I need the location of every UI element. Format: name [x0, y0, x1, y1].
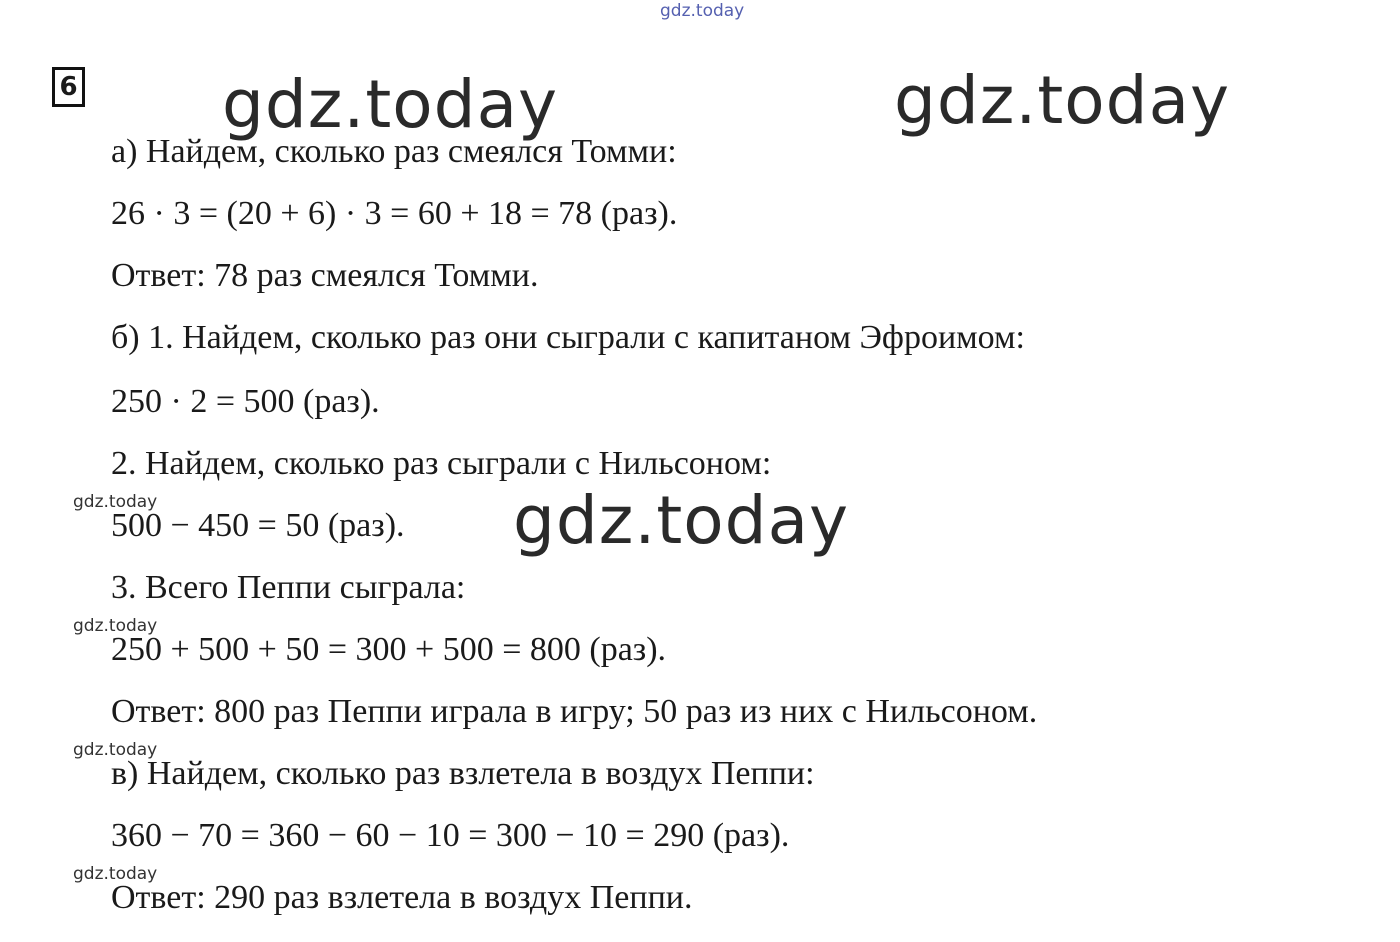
line-b3-question: 3. Всего Пеппи сыграла: — [111, 569, 466, 606]
line-c-question: в) Найдем, сколько раз взлетела в воздух Пеппи: — [111, 755, 815, 792]
line-b3-calc: 250 + 500 + 50 = 300 + 500 = 800 (раз). — [111, 631, 667, 668]
watermark-large-center: gdz.today — [513, 482, 850, 559]
watermark-small-1: gdz.today — [73, 492, 158, 512]
line-a-calc: 26 · 3 = (20 + 6) · 3 = 60 + 18 = 78 (раз). — [111, 195, 678, 232]
watermark-large-right: gdz.today — [894, 62, 1231, 139]
line-b2-calc: 500 − 450 = 50 (раз). — [111, 507, 405, 544]
watermark-large-left: gdz.today — [222, 66, 559, 143]
watermark-small-3: gdz.today — [73, 740, 158, 760]
watermark-small-2: gdz.today — [73, 616, 158, 636]
line-b1-calc: 250 · 2 = 500 (раз). — [111, 383, 380, 420]
line-b1-question: б) 1. Найдем, сколько раз они сыграли с капитаном Эфроимом: — [111, 319, 1025, 356]
line-c-calc: 360 − 70 = 360 − 60 − 10 = 300 − 10 = 290 (раз). — [111, 817, 790, 854]
line-a-question: а) Найдем, сколько раз смеялся Томми: — [111, 133, 677, 170]
line-b2-question: 2. Найдем, сколько раз сыграли с Нильсоном: — [111, 445, 772, 482]
watermark-small-4: gdz.today — [73, 864, 158, 884]
task-number-badge: 6 — [52, 67, 85, 107]
line-c-answer: Ответ: 290 раз взлетела в воздух Пеппи. — [111, 879, 693, 916]
line-a-answer: Ответ: 78 раз смеялся Томми. — [111, 257, 539, 294]
line-b-answer: Ответ: 800 раз Пеппи играла в игру; 50 раз из них с Нильсоном. — [111, 693, 1038, 730]
watermark-top: gdz.today — [660, 1, 745, 21]
